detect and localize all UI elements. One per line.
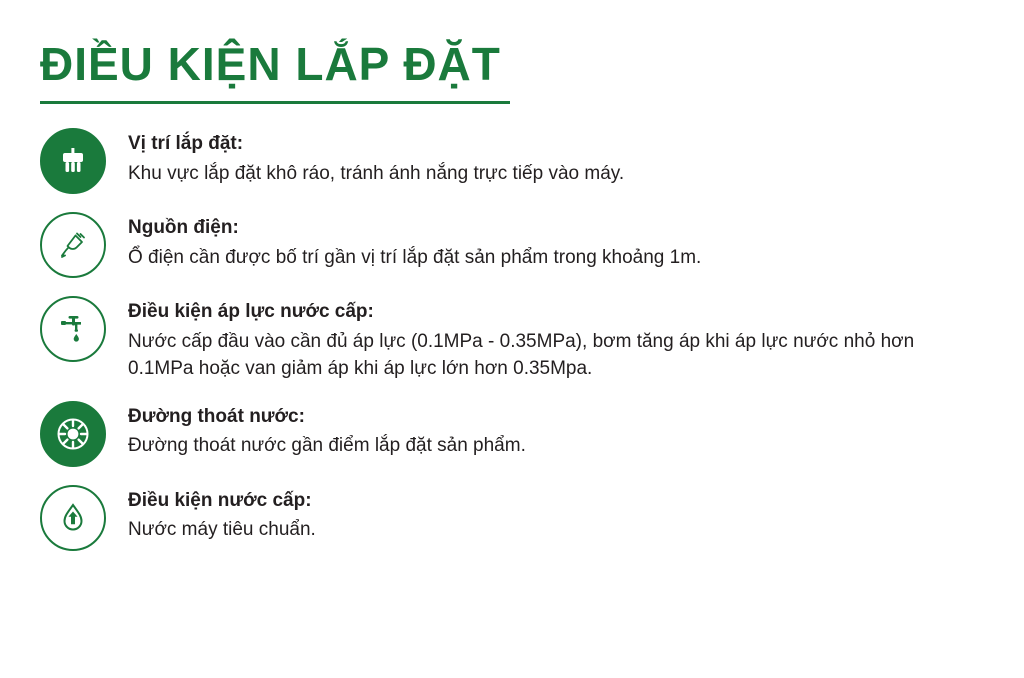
list-item (40, 399, 984, 467)
page-title: ĐIỀU KIỆN LẮP ĐẶT (40, 38, 501, 90)
list-item-title: Điều kiện áp lực nước cấp: (128, 300, 374, 322)
list-item (40, 126, 984, 194)
list-item-text (128, 399, 526, 461)
list-item-title: Đường thoát nước: (128, 405, 305, 427)
list-item-desc: Nước cấp đầu vào cần đủ áp lực (0.1MPa - 0.35MPa), bơm tăng áp khi áp lực nước nhỏ hơn 0.1MPa hoặc van giảm áp khi áp lực lớn hơn 0.35Mpa. (128, 330, 915, 379)
list-item-desc: Ổ điện cần được bố trí gần vị trí lắp đặt sản phẩm trong khoảng 1m. (128, 246, 702, 268)
water-drop-filter-icon (40, 485, 106, 551)
electric-plug-icon (40, 212, 106, 278)
drain-icon (40, 401, 106, 467)
list-item-text (128, 483, 316, 545)
list-item (40, 294, 984, 383)
list-item-title: Nguồn điện: (128, 216, 239, 238)
list-item-desc: Khu vực lắp đặt khô ráo, tránh ánh nắng trực tiếp vào máy. (128, 162, 625, 184)
list-item-desc: Nước máy tiêu chuẩn. (128, 519, 316, 541)
power-plug-prongs-icon (40, 128, 106, 194)
list-item-text (128, 210, 701, 272)
list-item (40, 483, 984, 551)
list-item-desc: Đường thoát nước gần điểm lắp đặt sản phẩm. (128, 435, 526, 457)
list-item-text (128, 294, 958, 383)
water-faucet-icon (40, 296, 106, 362)
list-item-text (128, 126, 624, 188)
list-item (40, 210, 984, 278)
list-item-title: Điều kiện nước cấp: (128, 489, 312, 511)
list-item-title: Vị trí lắp đặt: (128, 132, 244, 154)
conditions-list (40, 126, 984, 551)
title-underline (40, 101, 510, 104)
